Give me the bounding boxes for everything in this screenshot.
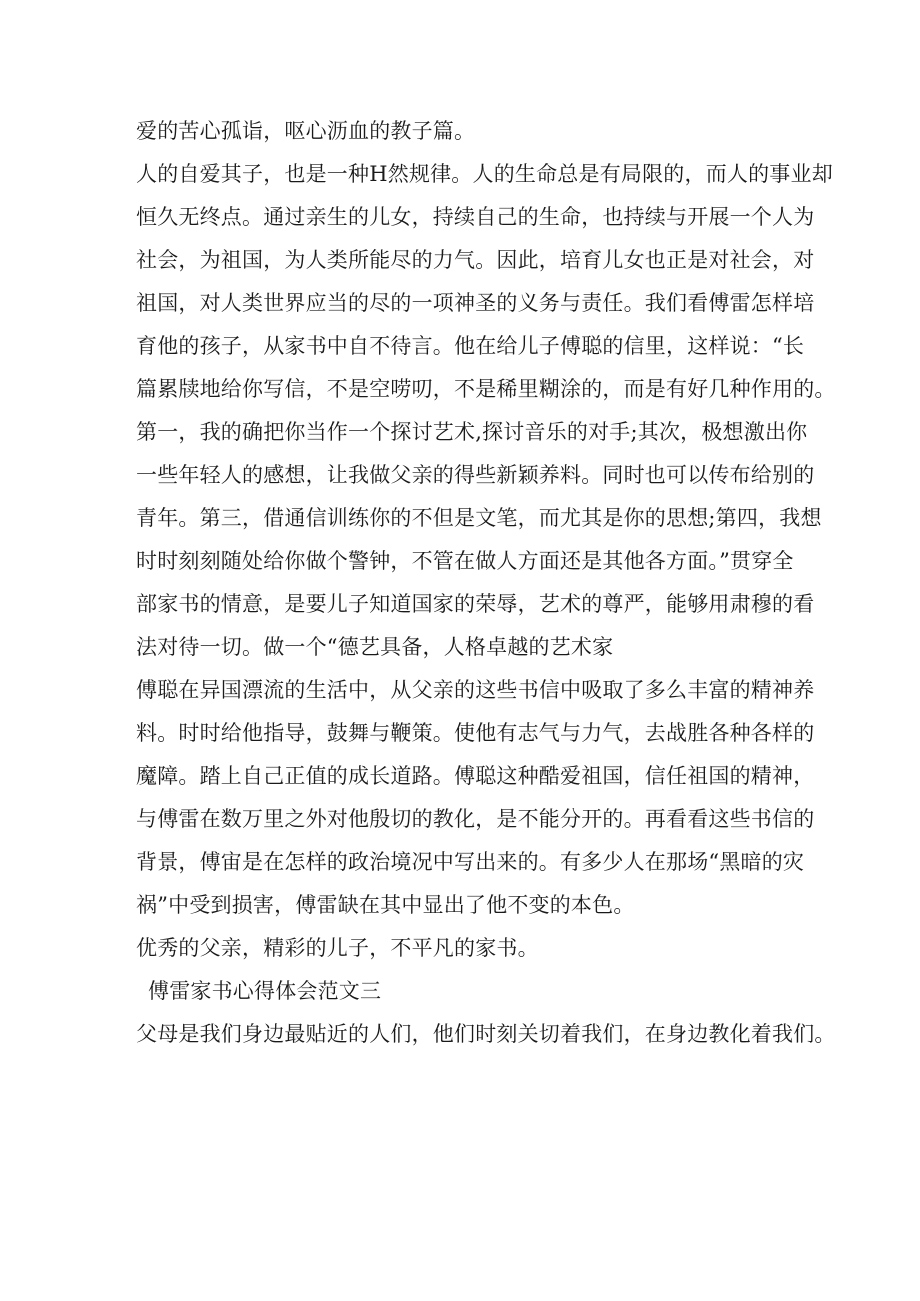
text-line: 与傅雷在数万里之外对他殷切的教化，是不能分开的。再看看这些书信的: [136, 807, 815, 831]
text-line: 爱的苦心孤诣，呕心沥血的教子篇。: [136, 119, 476, 143]
text-line: 优秀的父亲，精彩的儿子，不平凡的家书。: [136, 936, 539, 960]
text-line: 傅聪在异国漂流的生活中，从父亲的这些书信中吸取了多么丰富的精神养: [136, 678, 815, 702]
text-line: 青年。第三，借通信训练你的不但是文笔，而尤其是你的思想;第四，我想: [136, 506, 822, 530]
text-line: 料。时时给他指导，鼓舞与鞭策。使他有志气与力气，去战胜各种各样的: [136, 721, 815, 745]
text-line: 恒久无终点。通过亲生的儿女，持续自己的生命，也持续与开展一个人为: [136, 205, 815, 229]
text-line: 育他的孩子，从家书中自不待言。他在给儿子傅聪的信里，这样说：“长: [136, 334, 805, 358]
section-heading: 傅雷家书心得体会范文三: [148, 979, 382, 1003]
text-line: 一些年轻人的感想，让我做父亲的得些新颖养料。同时也可以传布给别的: [136, 463, 815, 487]
text-line: 父母是我们身边最贴近的人们，他们时刻关切着我们，在身边教化着我们。: [136, 1022, 836, 1046]
text-line: 法对待一切。做一个“德艺具备，人格卓越的艺术家: [136, 635, 614, 659]
text-line: 祸”中受到损害，傅雷缺在其中显出了他不变的本色。: [136, 893, 635, 917]
text-line: 部家书的情意，是要儿子知道国家的荣辱，艺术的尊严，能够用肃穆的看: [136, 592, 815, 616]
text-line: 时时刻刻随处给你做个警钟，不管在做人方面还是其他各方面。”贯穿全: [136, 549, 794, 573]
text-line: 人的自爱其子，也是一种H然规律。人的生命总是有局限的，而人的事业却: [136, 162, 833, 186]
text-line: 魔障。踏上自己正值的成长道路。傅聪这种酷爱祖国，信任祖国的精神，: [136, 764, 815, 788]
text-line: 篇累牍地给你写信，不是空唠叨，不是稀里糊涂的，而是有好几种作用的。: [136, 377, 836, 401]
text-line: 社会，为祖国，为人类所能尽的力气。因此，培育儿女也正是对社会，对: [136, 248, 815, 272]
text-line: 第一，我的确把你当作一个探讨艺术,探讨音乐的对手;其次，极想激出你: [136, 420, 808, 444]
text-line: 背景，傅宙是在怎样的政治境况中写出来的。有多少人在那场“黑暗的灾: [136, 850, 805, 874]
document-page: [136, 110, 836, 1056]
text-line: 祖国，对人类世界应当的尽的一项神圣的义务与责任。我们看傅雷怎样培: [136, 291, 815, 315]
